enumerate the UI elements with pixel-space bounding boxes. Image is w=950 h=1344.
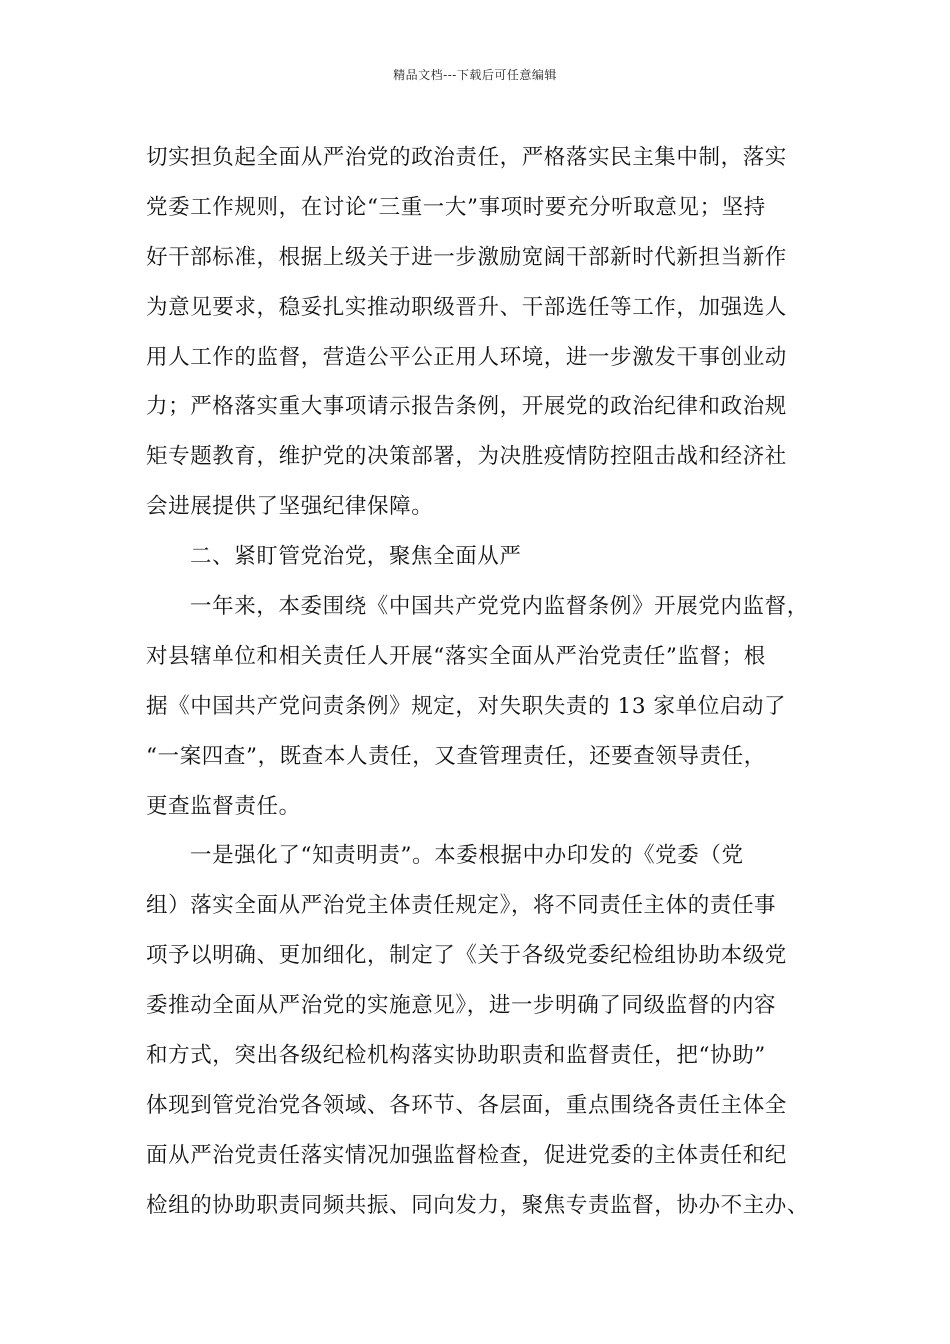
text-line: 为意见要求，稳妥扎实推动职级晋升、干部选任等工作，加强选人 xyxy=(146,294,787,320)
text-line: 党委工作规则，在讨论“三重一大”事项时要充分听取意见；坚持 xyxy=(146,194,766,220)
text-line: 矩专题教育，维护党的决策部署，为决胜疫情防控阻击战和经济社 xyxy=(146,444,787,470)
text-line: 一年来，本委围绕《中国共产党党内监督条例》开展党内监督， xyxy=(190,594,809,620)
text-line: 更查监督责任。 xyxy=(146,793,301,819)
text-line: “一案四查”，既查本人责任，又查管理责任，还要查领导责任， xyxy=(146,743,766,769)
text-line: 二、紧盯管党治党，聚焦全面从严 xyxy=(190,544,522,570)
text-line: 用人工作的监督，营造公平公正用人环境，进一步激发干事创业动 xyxy=(146,344,787,370)
text-line: 组）落实全面从严治党主体责任规定》，将不同责任主体的责任事 xyxy=(146,893,777,919)
text-line: 对县辖单位和相关责任人开展“落实全面从严治党责任”监督；根 xyxy=(146,643,766,669)
text-line: 面从严治党责任落实情况加强监督检查，促进党委的主体责任和纪 xyxy=(146,1142,787,1168)
text-line: 和方式，突出各级纪检机构落实协助职责和监督责任，把“协助” xyxy=(146,1043,766,1069)
document-body xyxy=(146,133,836,1231)
text-line: 检组的协助职责同频共振、同向发力，聚焦专责监督，协办不主办、 xyxy=(146,1192,810,1218)
text-line: 项予以明确、更加细化，制定了《关于各级党委纪检组协助本级党 xyxy=(146,943,787,969)
text-line: 据《中国共产党问责条例》规定，对失职失责的 13 家单位启动了 xyxy=(146,693,787,719)
page-header: 精品文档---下载后可任意编辑 xyxy=(393,68,557,82)
text-line: 体现到管党治党各领域、各环节、各层面，重点围绕各责任主体全 xyxy=(146,1092,787,1118)
text-line: 切实担负起全面从严治党的政治责任，严格落实民主集中制，落实 xyxy=(146,145,787,170)
text-line: 力；严格落实重大事项请示报告条例，开展党的政治纪律和政治规 xyxy=(146,394,787,420)
text-line: 一是强化了“知责明责”。本委根据中办印发的《党委（党 xyxy=(190,843,744,869)
text-line: 好干部标准，根据上级关于进一步激励宽阔干部新时代新担当新作 xyxy=(146,244,787,270)
text-line: 会进展提供了坚强纪律保障。 xyxy=(146,494,434,520)
text-line: 委推动全面从严治党的实施意见》，进一步明确了同级监督的内容 xyxy=(146,993,777,1019)
